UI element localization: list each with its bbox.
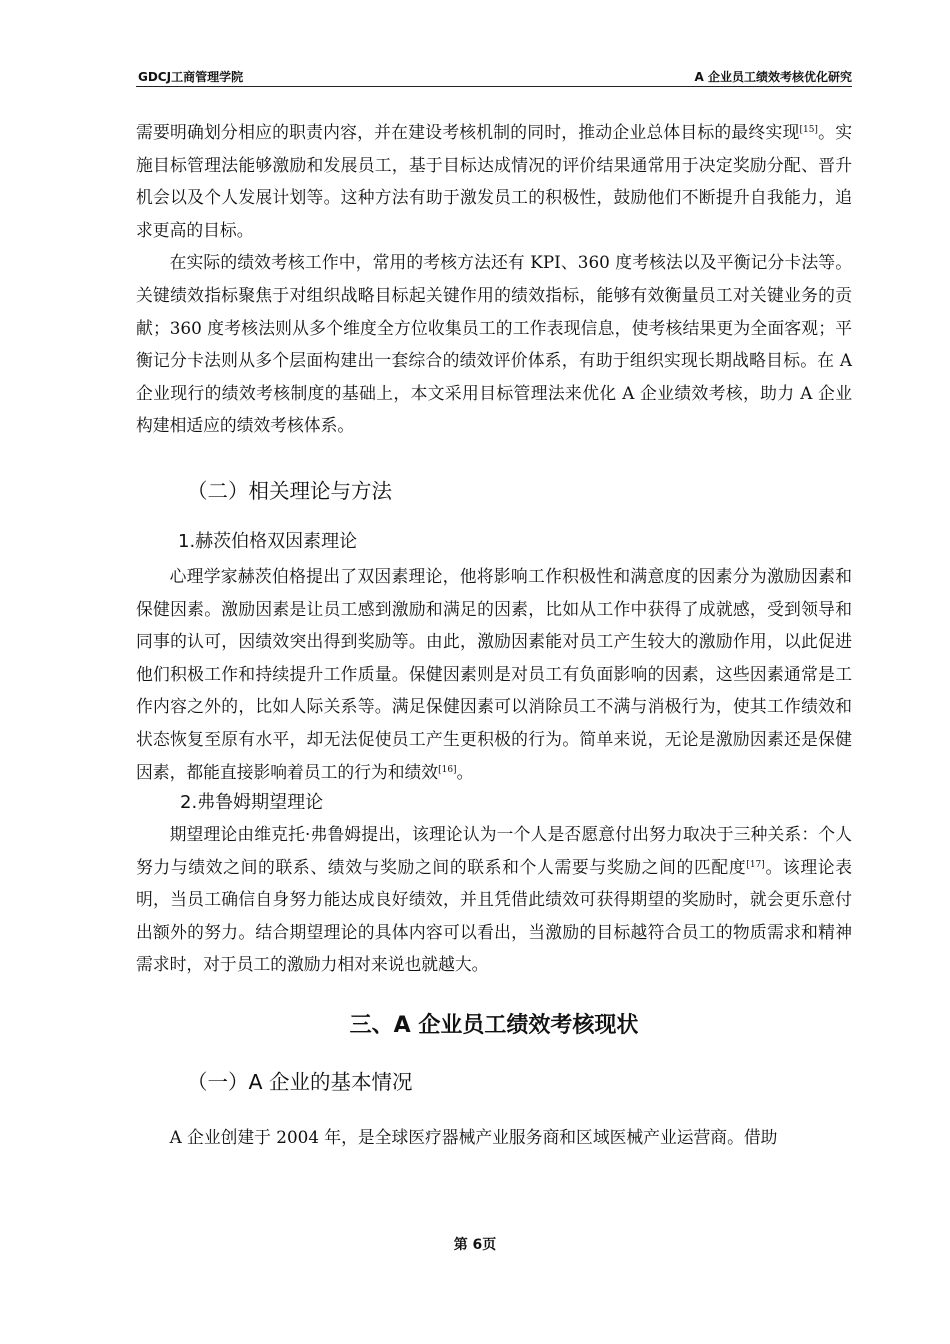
chapter-heading-status: 三、A 企业员工绩效考核现状	[349, 1013, 639, 1039]
paragraph-vroom: 期望理论由维克托·弗鲁姆提出，该理论认为一个人是否愿意付出努力取决于三种关系：个人努力与绩效之间的联系、绩效与奖励之间的联系和个人需要与奖励之间的匹配度[17]。该理论表明，当员工确信自身努力能达成良好绩效，并且凭借此绩效可获得期望的奖励时，就会更乐意付出额外的努力。结合期望理论的具体内容可以看出，当激励的目标越符合员工的物质需求和精神需求时，对于员工的激励力相对来说也就越大。	[136, 824, 852, 975]
paragraph-company-intro: A 企业创建于 2004 年，是全球医疗器械产业服务商和区域医械产业运营商。借助	[169, 1127, 778, 1148]
citation-15: [15]	[799, 125, 818, 135]
section-heading-theory: （二）相关理论与方法	[187, 478, 392, 503]
section-heading-basic: （一）A 企业的基本情况	[187, 1070, 413, 1095]
header-paper-title: A 企业员工绩效考核优化研究	[694, 70, 852, 84]
citation-16: [16]	[438, 764, 457, 775]
header-institution: GDCJ工商管理学院	[138, 70, 244, 84]
page-body	[136, 116, 852, 1154]
paragraph-herzberg: 心理学家赫茨伯格提出了双因素理论，他将影响工作积极性和满意度的因素分为激励因素和保健因素。激励因素是让员工感到激励和满足的因素，比如从工作中获得了成就感，受到领导和同事的认可，因绩效突出得到奖励等。由此，激励因素能对员工产生较大的激励作用，以此促进他们积极工作和持续提升工作质量。保健因素则是对员工有负面影响的因素，这些因素通常是工作内容之外的，比如人际关系等。满足保健因素可以消除员工不满与消极行为，使其工作绩效和状态恢复至原有水平，却无法促使员工产生更积极的行为。简单来说，无论是激励因素还是保健因素，都能直接影响着员工的行为和绩效[16]。	[136, 565, 852, 782]
citation-17: [17]	[746, 859, 765, 870]
paragraph-mbo: 需要明确划分相应的职责内容，并在建设考核机制的同时，推动企业总体目标的最终实现[15]。实施目标管理法能够激励和发展员工，基于目标达成情况的评价结果通常用于决定奖励分配、晋升机会以及个人发展计划等。这种方法有助于激发员工的积极性，鼓励他们不断提升自我能力，追求更高的目标。	[136, 122, 852, 240]
page-header	[136, 64, 852, 87]
paragraph-methods: 在实际的绩效考核工作中，常用的考核方法还有 KPI、360 度考核法以及平衡记分卡法等。关键绩效指标聚焦于对组织战略目标起关键作用的绩效指标，能够有效衡量员工对关键业务的贡献；360 度考核法则从多个维度全方位收集员工的工作表现信息，使考核结果更为全面客观；平衡记分卡法则从多个层面构建出一套综合的绩效评价体系，有助于组织实现长期战略目标。在 A 企业现行的绩效考核制度的基础上，本文采用目标管理法来优化 A 企业绩效考核，助力 A 企业构建相适应的绩效考核体系。	[136, 252, 852, 436]
subheading-herzberg: 1.赫茨伯格双因素理论	[178, 530, 358, 552]
page-number: 第 6页	[453, 1237, 497, 1253]
subheading-vroom: 2.弗鲁姆期望理论	[180, 792, 324, 814]
